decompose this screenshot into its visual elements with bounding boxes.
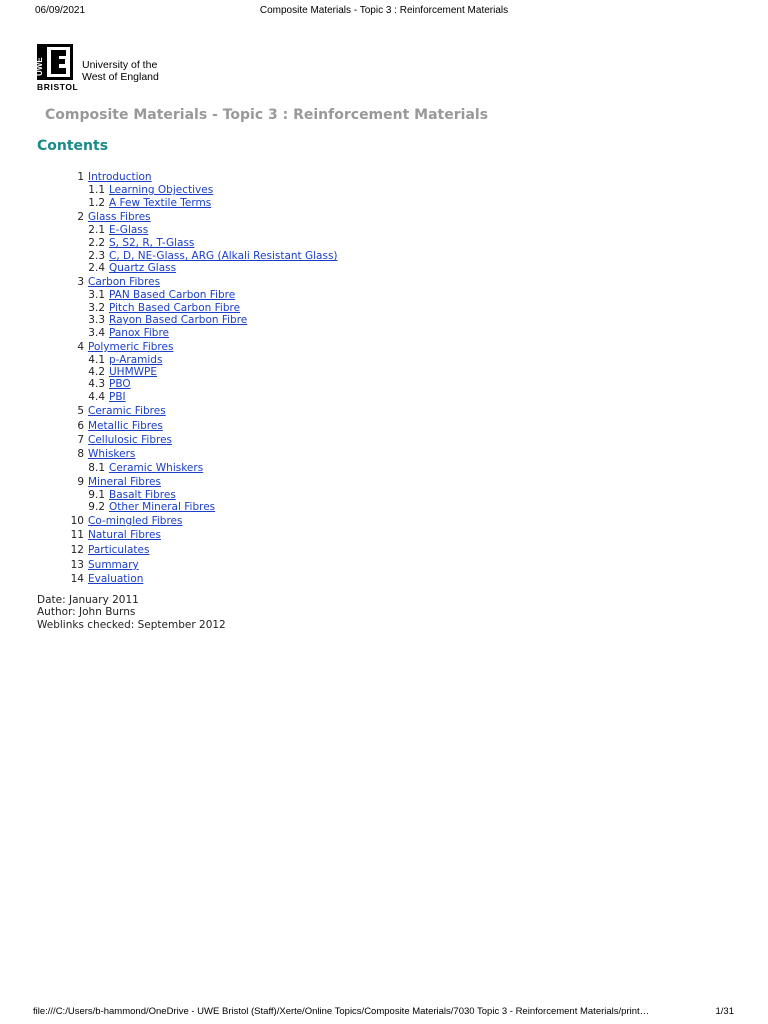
toc-link[interactable]: p-Aramids [109,354,163,366]
toc-link[interactable]: S, S2, R, T-Glass [109,237,195,249]
toc-subsection [0,378,131,390]
toc-section [0,420,163,432]
toc-subsection [0,489,176,501]
page-title: Composite Materials - Topic 3 : Reinforcement Materials [45,107,489,123]
toc-number: 4.3 [88,378,105,390]
toc-number: 12 [70,544,84,556]
toc-subsection [0,237,194,249]
toc-number: 9 [77,476,84,488]
toc-link[interactable]: Natural Fibres [88,529,161,541]
toc-link[interactable]: C, D, NE-Glass, ARG (Alkali Resistant Glass) [109,250,338,262]
toc-section [0,341,173,353]
toc-link[interactable]: Panox Fibre [109,327,170,339]
toc-subsection [0,262,176,274]
toc-number: 2.4 [88,262,105,274]
toc-subsection [0,197,211,209]
toc-number: 14 [70,573,84,585]
meta-author: Author: John Burns [37,606,136,619]
toc-link[interactable]: PBI [109,391,126,403]
toc-subsection [0,250,338,262]
toc-subsection [0,302,240,314]
toc-subsection [0,391,126,403]
toc-link[interactable]: Rayon Based Carbon Fibre [109,314,248,326]
toc-number: 3.2 [88,302,105,314]
toc-section [0,529,161,541]
toc-number: 4.4 [88,391,105,403]
toc-number: 5 [77,405,84,417]
toc-link[interactable]: Co-mingled Fibres [88,515,183,527]
print-footer [0,1000,768,1024]
toc-subsection [0,224,148,236]
toc-link[interactable]: Glass Fibres [88,211,151,223]
toc-number: 2.2 [88,237,105,249]
toc-number: 8 [77,448,84,460]
toc-link[interactable]: Quartz Glass [109,262,177,274]
print-title: Composite Materials - Topic 3 : Reinforcement Materials [259,5,509,16]
toc-link[interactable]: Particulates [88,544,150,556]
toc-section [0,448,135,460]
toc-link[interactable]: Carbon Fibres [88,276,161,288]
toc-subsection [0,462,203,474]
toc-link[interactable]: Ceramic Whiskers [109,462,204,474]
toc-number: 1 [77,171,84,183]
toc-link[interactable]: Cellulosic Fibres [88,434,172,446]
logo-university-name [82,59,159,83]
toc-link[interactable]: Mineral Fibres [88,476,161,488]
toc-subsection [0,289,235,301]
toc-number: 4 [77,341,84,353]
toc-number: 13 [70,559,84,571]
toc-number: 11 [70,529,84,541]
toc-link[interactable]: Basalt Fibres [109,489,176,501]
toc-subsection [0,354,162,366]
toc-subsection [0,314,247,326]
toc-section [0,559,139,571]
toc-number: 9.1 [88,489,105,501]
uwe-block-text: UWE [35,57,44,76]
meta-date: Date: January 2011 [37,594,139,606]
toc-link[interactable]: Metallic Fibres [88,420,163,432]
toc-number: 9.2 [88,501,105,513]
toc-section [0,211,151,223]
toc-section [0,276,160,288]
toc-link[interactable]: Introduction [88,171,152,183]
toc-number: 3.4 [88,327,105,339]
toc-link[interactable]: E-Glass [109,224,149,236]
toc-number: 4.2 [88,366,105,378]
toc-number: 2.3 [88,250,105,262]
toc-subsection [0,501,215,513]
print-header [0,0,768,20]
toc-link[interactable]: Polymeric Fibres [88,341,174,353]
toc-section [0,171,152,183]
logo-line1: University of the [82,59,158,71]
logo-line2: West of England [82,71,159,83]
toc-section [0,544,149,556]
toc-subsection [0,327,169,339]
toc-number: 4.1 [88,354,105,366]
contents-heading: Contents [37,138,109,154]
toc-link[interactable]: UHMWPE [109,366,157,378]
toc-link[interactable]: Summary [88,559,139,571]
toc-section [0,476,161,488]
toc-link[interactable]: PAN Based Carbon Fibre [109,289,236,301]
meta-weblinks: Weblinks checked: September 2012 [37,618,226,631]
toc-number: 2.1 [88,224,105,236]
print-page-number: 1/31 [715,1006,734,1017]
toc-number: 3 [77,276,84,288]
toc-link[interactable]: Evaluation [88,573,144,585]
toc-number: 10 [70,515,84,527]
toc-section [0,434,172,446]
toc-link[interactable]: Whiskers [88,448,136,460]
toc-subsection [0,184,213,196]
toc-number: 8.1 [88,462,105,474]
toc-link[interactable]: Other Mineral Fibres [109,501,216,513]
toc-number: 1.1 [88,184,105,196]
toc-section [0,405,166,417]
document-meta [37,594,226,631]
toc-section [0,573,143,585]
toc-number: 2 [77,211,84,223]
toc-number: 1.2 [88,197,105,209]
logo-city: BRISTOL [37,82,79,92]
toc-number: 3.1 [88,289,105,301]
toc-link[interactable]: Learning Objectives [109,184,214,196]
toc-link[interactable]: A Few Textile Terms [109,197,212,209]
toc-number: 6 [77,420,84,432]
print-date: 06/09/2021 [35,5,86,16]
toc-subsection [0,366,157,378]
uwe-logo [37,44,177,92]
toc-number: 7 [77,434,84,446]
toc-section [0,515,182,527]
print-url: file:///C:/Users/b-hammond/OneDrive - UWE Bristol (Staff)/Xerte/Online Topics/Composite Materials/7030 Topic 3 - Reinforcement Materials/print… [33,1006,650,1017]
toc-link[interactable]: Ceramic Fibres [88,405,166,417]
toc-link[interactable]: Pitch Based Carbon Fibre [109,302,241,314]
toc-number: 3.3 [88,314,105,326]
uwe-logo-icon [37,44,73,80]
toc-link[interactable]: PBO [109,378,131,390]
